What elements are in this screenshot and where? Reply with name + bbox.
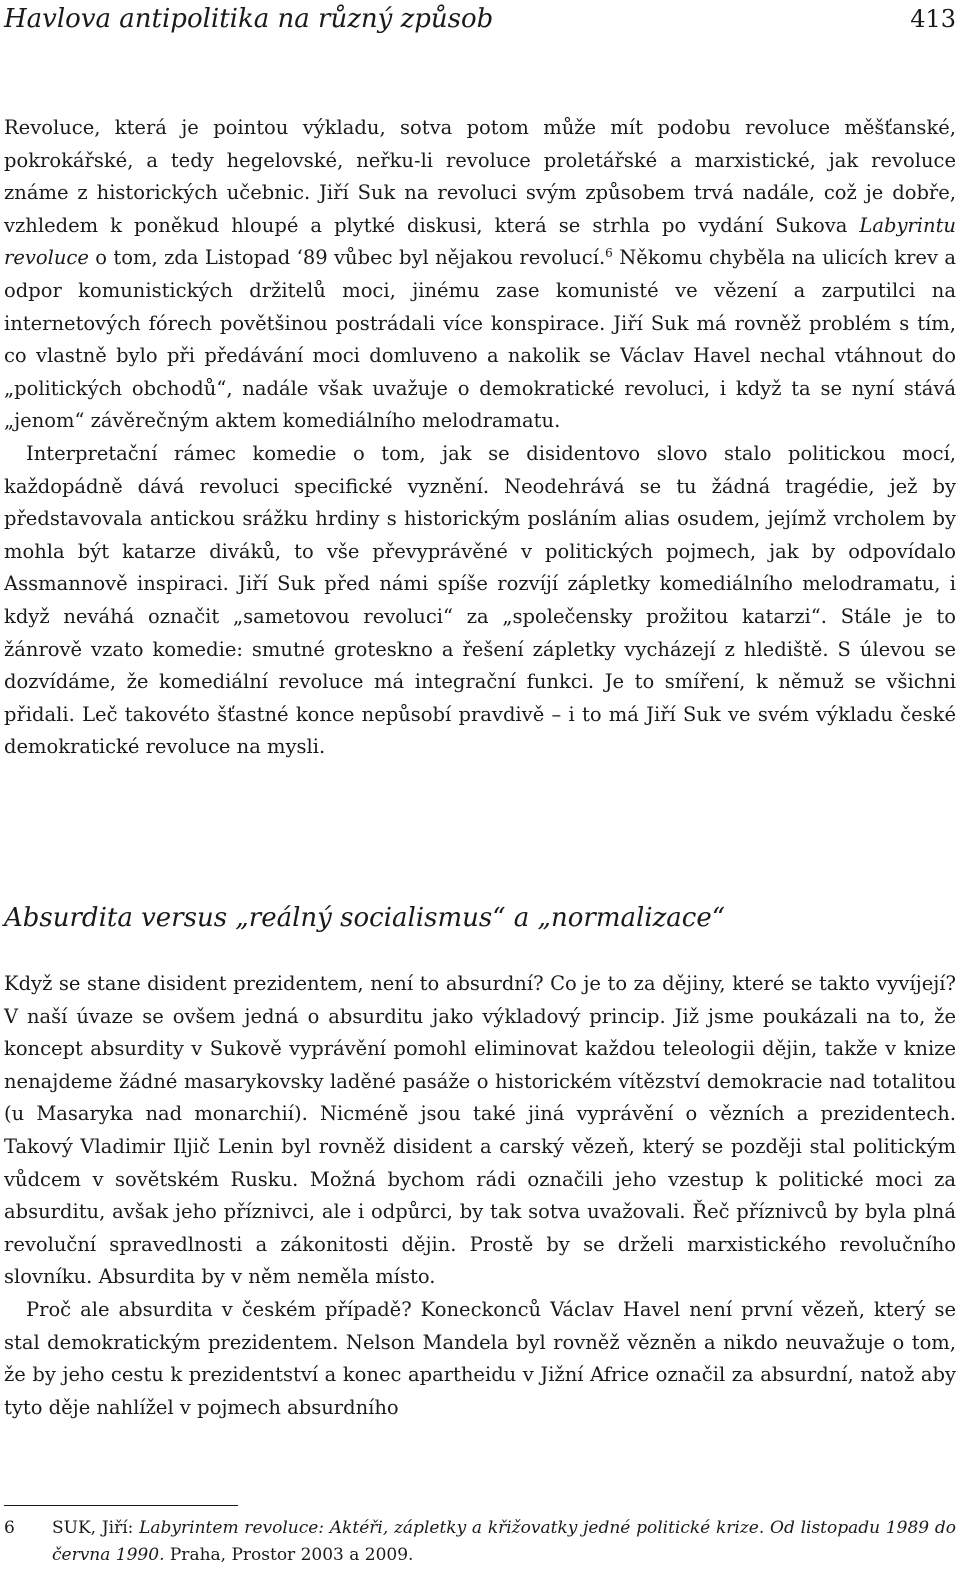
section-1-text <box>4 112 956 764</box>
footnote <box>4 1515 956 1569</box>
footnote-publication: Praha, Prostor 2003 a 2009. <box>164 1545 414 1565</box>
paragraph: Interpretační rámec komedie o tom, jak se disidentovo slovo stalo politickou mocí, každopádně dává revoluci specifické vyznění. Neodehrává se tu žádná tragédie, jež by představovala antickou srážku hrdiny s historickým posláním alias osudem, jejímž vrcholem by mohla být katarze diváků, to vše převyprávěné v politických pojmech, jak by odpovídalo Assmannově inspiraci. Jiří Suk před námi spíše rozvíjí zápletky komediálního melodramatu, i když neváhá označit „sametovou revoluci“ za „společensky prožitou katarzi“. Stále je to žánrově vzato komedie: smutné groteskno a řešení zápletky vycházejí z hlediště. S úlevou se dozvídáme, že komediální revoluce má integrační funkci. Je to smíření, k němuž se všichni přidali. Leč takovéto šťastné konce nepůsobí pravdivě – i to má Jiří Suk ve svém výkladu české demokratické revoluce na mysli. <box>4 441 956 759</box>
book-title: Labyrintu revoluce <box>4 213 956 270</box>
footnote-ref[interactable]: 6 <box>605 246 613 261</box>
paragraph: Proč ale absurdita v českém případě? Koneckonců Václav Havel není první vězeň, který se stal demokratickým prezidentem. Nelson Mandela byl rovněž vězněn a nikdo neuvažuje o tom, že by jeho cestu k prezidentství a konec apartheidu v Jižní Africe označil za absurdní, natož aby tyto děje nahlížel v pojmech absurdního <box>4 1297 956 1419</box>
paragraph <box>4 112 956 438</box>
running-head <box>4 0 956 44</box>
text-run: Revoluce, která je pointou výkladu, sotva potom může mít podobu revoluce měšťanské, pokrokářské, a tedy hegelovské, neřku-li revoluce proletářské a marxistické, jak revoluce známe z historických učebnic. Jiří Suk na revoluci svým způsobem trvá nadále, což je dobře, vzhledem k poněkud hloupé a plytké diskusi, která se strhla po vydání Sukova <box>4 116 956 237</box>
footnote-number: 6 <box>4 1518 15 1538</box>
section-heading: Absurdita versus „reálný socialismus“ a „normalizace“ <box>4 903 726 933</box>
footnote-text <box>52 1515 956 1569</box>
text-run: o tom, zda Listopad ‘89 vůbec byl nějakou revolucí. <box>88 246 606 270</box>
footnote-title: Labyrintem revoluce: Aktéři, zápletky a křižovatky jedné politické krize. Od listopadu 1989 do června 1990. <box>52 1518 956 1565</box>
page-number: 413 <box>910 5 956 33</box>
paragraph: Když se stane disident prezidentem, není to absurdní? Co je to za dějiny, které se takto vyvíjejí? V naší úvaze se ovšem jedná o absurditu jako výkladový princip. Již jsme poukázali na to, že koncept absurdity v Sukově vyprávění pomohl eliminovat každou teleologii dějin, takže v knize nenajdeme žádné masarykovsky laděné pasáže o historickém vítězství demokracie nad totalitou (u Masaryka nad monarchií). Nicméně jsou také jiná vyprávění o vězních a prezidentech. Takový Vladimir Iljič Lenin byl rovněž disident a carský vězeň, který se později stal politickým vůdcem v sovětském Rusku. Možná bychom rádi označili jeho vzestup k politické moci za absurditu, avšak jeho příznivci, ale i odpůrci, by tak sotva uvažovali. Řeč příznivců by byla plná revoluční spravedlnosti a zákonitosti dějin. Prostě by se drželi marxistického revolučního slovníku. Absurdita by v něm neměla místo. <box>4 972 956 1289</box>
book-page <box>4 0 956 1570</box>
running-title: Havlova antipolitika na různý způsob <box>4 4 494 34</box>
section-2-text <box>4 968 956 1424</box>
text-run: Někomu chyběla na ulicích krev a odpor komunistických držitelů moci, jinému zase komunisté ve vězení a zarputilci na internetových fórech povětšinou postrádali více konspirace. Jiří Suk má rovněž problém s tím, co vlastně bylo při předávání moci domluveno a nakolik se Václav Havel nechal vtáhnout do „politických obchodů“, nadále však uvažuje o demokratické revoluci, i když ta se nyní stává „jenom“ závěrečným aktem komediálního melodramatu. <box>4 246 956 433</box>
footnote-author: SUK, Jiří: <box>52 1518 140 1538</box>
footnote-divider <box>4 1505 238 1506</box>
